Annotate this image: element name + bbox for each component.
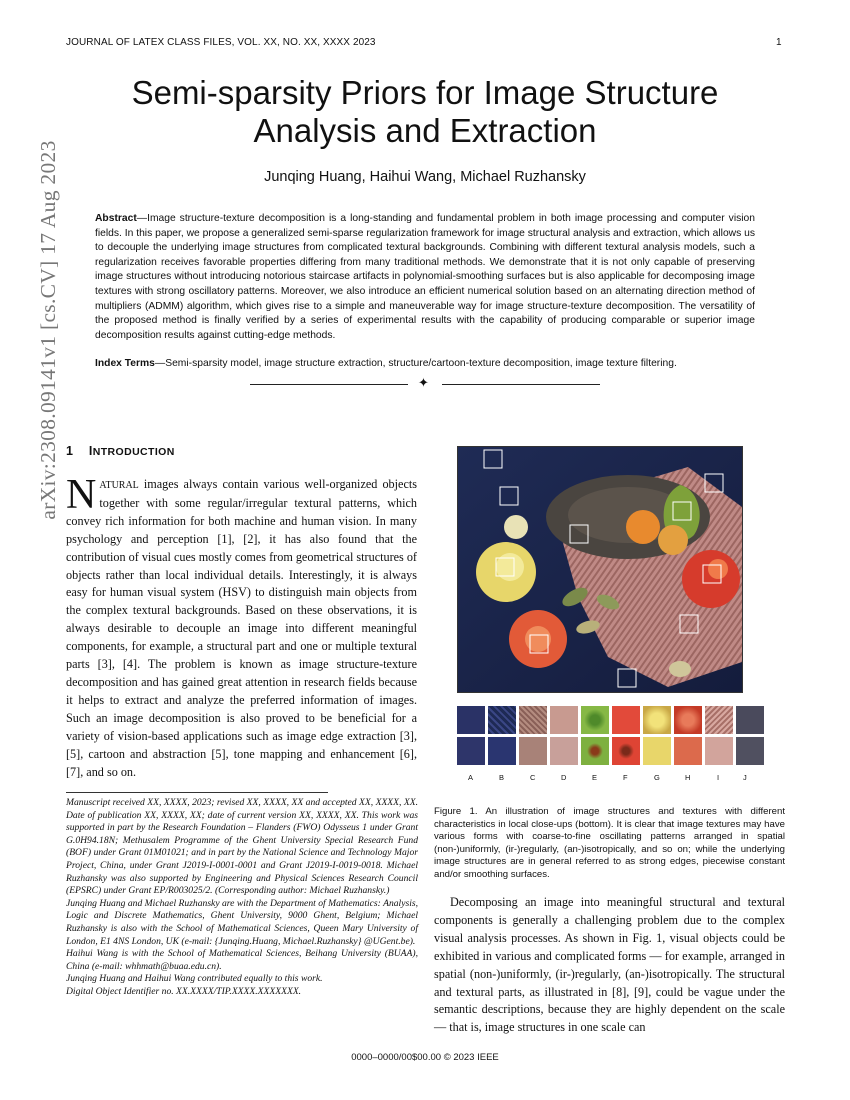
- orange-rose-center: [525, 626, 551, 652]
- footnote-rule: [66, 792, 328, 793]
- closeup-label-C: C: [530, 773, 536, 782]
- peach-1: [626, 510, 660, 544]
- closeup-label-F: F: [623, 773, 628, 782]
- intro-smallcaps: ATURAL: [99, 480, 139, 491]
- closeup-structure-D: [550, 737, 578, 765]
- figure-1-image: [457, 446, 743, 693]
- yellow-rose-center: [496, 553, 524, 581]
- title-line-1: Semi-sparsity Priors for Image Structure: [131, 74, 719, 111]
- closeup-label-I: I: [717, 773, 720, 782]
- closeup-texture-J: [736, 706, 764, 734]
- closeup-strip: [457, 706, 764, 768]
- closeup-texture-H: [674, 706, 702, 734]
- closeup-texture-G: [643, 706, 671, 734]
- closeup-structure-H: [674, 737, 702, 765]
- footnote-affiliation-2: Haihui Wang is with the School of Mathematical Sciences, Beihang University (BUAA), China (e-mail: whhmath@buaa.edu.cn).: [66, 948, 418, 972]
- intro-paragraph: [66, 472, 417, 781]
- index-terms-text: —Semi-sparsity model, image structure extraction, structure/cartoon-texture decomposition, image texture filtering.: [154, 358, 677, 369]
- figure-caption: Figure 1. An illustration of image structures and textures with different characteristics in local close-ups (bottom). It is clear that image textures may have various forms with coarse-to-fine oscillating patterns arranged in spatial (non-)uniformly, (ir-)regularly, (an-)isotropically, and so on; while the underlying image structures are in general referred to as strong edges, piecewise constant and/or smoothing surfaces.: [434, 806, 785, 880]
- closeup-structure-F: [612, 737, 640, 765]
- white-rose: [504, 515, 528, 539]
- drop-cap: N: [66, 472, 97, 518]
- closeup-row-texture: [457, 706, 764, 734]
- closeup-texture-I: [705, 706, 733, 734]
- closeup-structure-J: [736, 737, 764, 765]
- footnotes: [66, 797, 418, 999]
- closeup-label-A: A: [468, 773, 474, 782]
- body-paragraph-2: Decomposing an image into meaningful structural and textural components is generally a challenging problem due to the complex visual analysis processes. As shown in Fig. 1, visual objects could be exhibited in various and complicated forms — for example, arranged in spatial (non-)uniformly, (ir-)regularly, (an-)isotropically. The structural and textural parts, as illustrated in [8], [9], could be vague under the semantic descriptions, because they are highly dependent on the scale — that is, image structures in one scale can: [434, 895, 785, 1035]
- paper-title: [60, 74, 790, 150]
- closeup-texture-A: [457, 706, 485, 734]
- leaf-4: [669, 661, 691, 677]
- arxiv-stamp: [36, 140, 60, 520]
- closeup-label-G: G: [654, 773, 660, 782]
- arxiv-id[interactable]: arXiv:2308.09141v1 [cs.CV] 17 Aug 2023: [36, 140, 60, 520]
- closeup-texture-D: [550, 706, 578, 734]
- closeup-label-E: E: [592, 773, 598, 782]
- index-terms: [95, 357, 755, 371]
- closeup-texture-C: [519, 706, 547, 734]
- authors: Junqing Huang, Haihui Wang, Michael Ruzhansky: [264, 169, 586, 185]
- closeup-label-D: D: [561, 773, 567, 782]
- closeup-structure-C: [519, 737, 547, 765]
- section-title-rest: NTRODUCTION: [92, 446, 175, 458]
- section-heading: [66, 444, 175, 458]
- section-number: 1: [66, 444, 74, 458]
- separator-left: [250, 384, 408, 385]
- section-first-letter: I: [88, 444, 93, 458]
- closeup-label-B: B: [499, 773, 505, 782]
- closeup-structure-I: [705, 737, 733, 765]
- closeup-structure-B: [488, 737, 516, 765]
- footnote-equal-contribution: Junqing Huang and Haihui Wang contributed equally to this work.: [66, 973, 323, 985]
- abstract-text: —Image structure-texture decomposition is a long-standing and fundamental problem in both image processing and computer vision fields. In this paper, we propose a generalized semi-sparse regularization framework for image structural analysis and extraction, which allows us to decouple the underlying image structures from complicated textural backgrounds. Combining with different textural analysis models, such a regularization receives favorable properties differing from many traditional methods. We demonstrate that it is not only capable of preserving image structures without introducing notorious staircase artifacts in polynomial-smoothing surfaces but is also applicable for decomposing image textures with strong oscillatory patterns. Moreover, we also introduce an efficient numerical solution based on an alternating direction method of multipliers (ADMM) algorithm, which gives rise to a simple and maneuverable way for image structure-texture decomposition. The versatility of the proposed method is finally verified by a series of experimental results with the capability of producing comparable or superior image decomposition results against cutting-edge methods.: [95, 213, 755, 341]
- still-life-illustration: [458, 447, 742, 692]
- index-terms-label: Index Terms: [95, 358, 155, 369]
- title-line-2: Analysis and Extraction: [253, 112, 597, 149]
- apple-highlight: [708, 559, 728, 579]
- closeup-texture-F: [612, 706, 640, 734]
- peach-2: [658, 525, 688, 555]
- closeup-label-H: H: [685, 773, 691, 782]
- copyright-line: 0000–0000/00$00.00 © 2023 IEEE: [351, 1052, 499, 1063]
- intro-text: images always contain various well-organized objects together with some regular/irregular textural patterns, which convey rich information for both machine and human vision. In many psychology and perception [1], [2], it has also found that the contribution of visual cues mostly comes from geometrical structures of objects rather than local individual details. Interestingly, it is always easy for human visual system (HSV) to distinguish main objects from the complex textural backgrounds. Based on these observations, it is always desirable to decouple an image into different meaningful components, for example, a structural part and one or multiple textural parts [3], [4]. The problem is known as image structure-texture decomposition and has gained great attention in research fields because it helps to extract and analyze the preferred information of images. Such an image decomposition is also proved to be beneficial for a variety of vision-based applications such as image edge extraction [3], [5], cartoon and abstraction [5], tone mapping and enhancement [6], [7], and so on.: [66, 477, 417, 779]
- footnote-manuscript: Manuscript received XX, XXXX, 2023; revised XX, XXXX, XX and accepted XX, XXXX, XX. Date of publication XX, XXXX, XX; date of current version XX, XXXX, XX. This work was supported in part by the Research Foundation – Flanders (FWO) Odysseus 1 under Grant G.0H94.18N; Methusalem Programme of the Ghent University Special Research Fund (BOF) under Grant 01M01021; and in part by the National Science and Technology Major Project, China, under Grant J2019-I-0001-0001 and Grant J2019-I-0019-0018. Michael Ruzhansky was also supported by Engineering and Physical Sciences Research Council (EPSRC) under Grant EP/R003025/2. (Corresponding author: Michael Ruzhansky.): [66, 797, 418, 897]
- closeup-structure-A: [457, 737, 485, 765]
- closeup-texture-E: [581, 706, 609, 734]
- closeup-structure-E: [581, 737, 609, 765]
- separator-right: [442, 384, 600, 385]
- separator-mark: ✦: [418, 375, 429, 390]
- abstract: [95, 212, 755, 343]
- page-number: 1: [776, 37, 782, 48]
- footnote-doi: Digital Object Identifier no. XX.XXXX/TIP.XXXX.XXXXXXX.: [66, 985, 302, 997]
- abstract-label: Abstract: [95, 213, 137, 224]
- footnote-affiliation-1: Junqing Huang and Michael Ruzhansky are with the Department of Mathematics: Analysis, Logic and Discrete Mathematics, Ghent University, 9000 Ghent, Belgium; Michael Ruzhansky is also with the School of Mathematical Sciences, Queen Mary University of London, E1 4NS London, UK (e-mail: {Junqing.Huang, Michael.Ruzhansky} @UGent.be).: [66, 897, 418, 947]
- running-header: JOURNAL OF LATEX CLASS FILES, VOL. XX, NO. XX, XXXX 2023: [66, 37, 376, 48]
- closeup-structure-G: [643, 737, 671, 765]
- red-apple: [682, 550, 740, 608]
- closeup-texture-B: [488, 706, 516, 734]
- closeup-row-structure: [457, 737, 764, 765]
- closeup-label-J: J: [743, 773, 747, 782]
